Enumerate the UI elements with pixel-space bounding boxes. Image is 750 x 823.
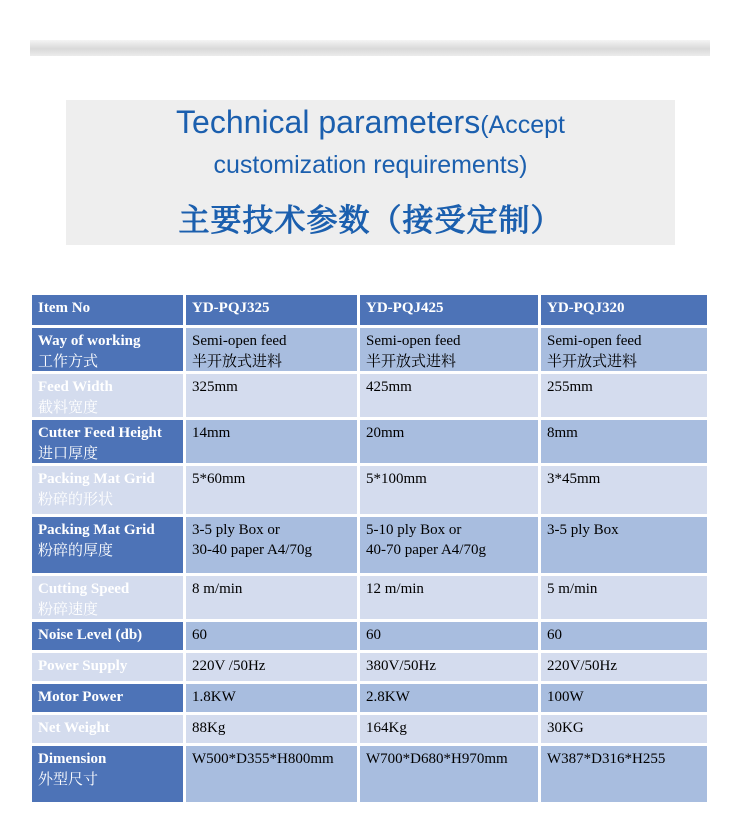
table-row [32, 328, 707, 371]
value-cell [541, 622, 707, 650]
row-label [32, 328, 183, 371]
row-label-en: Net Weight [38, 720, 110, 736]
value-line: W700*D680*H970mm [366, 751, 508, 767]
table-row [32, 576, 707, 619]
value-line: 380V/50Hz [366, 658, 436, 674]
value-line: 220V /50Hz [192, 658, 266, 674]
value-cell [360, 746, 538, 802]
value-line: W500*D355*H800mm [192, 751, 334, 767]
value-line: 3-5 ply Box or [192, 522, 280, 538]
value-cell [541, 576, 707, 619]
header-model-1: YD-PQJ325 [186, 295, 357, 325]
value-line: 30-40 paper A4/70g [192, 542, 312, 558]
table-row [32, 653, 707, 681]
value-cell [360, 576, 538, 619]
value-line: 20mm [366, 425, 405, 441]
value-line: 半开放式进料 [547, 352, 638, 370]
value-line: Semi-open feed [366, 333, 461, 349]
row-label-zh: 粉碎的形状 [38, 490, 114, 508]
table-row [32, 517, 707, 573]
table-row [32, 374, 707, 417]
value-cell [360, 466, 538, 514]
table-row [32, 466, 707, 514]
value-line: 3*45mm [547, 471, 601, 487]
value-line: 5*100mm [366, 471, 427, 487]
row-label-en: Noise Level (db) [38, 627, 143, 643]
row-label-en: Cutter Feed Height [38, 425, 162, 441]
title-banner [66, 100, 675, 245]
row-label-en: Motor Power [38, 689, 124, 705]
value-cell [541, 466, 707, 514]
row-label [32, 715, 183, 743]
row-label [32, 684, 183, 712]
value-cell [541, 715, 707, 743]
value-line: 1.8KW [192, 689, 236, 705]
value-line: W387*D316*H255 [547, 751, 666, 767]
value-cell [186, 576, 357, 619]
value-cell [186, 622, 357, 650]
table-header-row [32, 295, 707, 325]
value-line: Semi-open feed [547, 333, 642, 349]
row-label-zh: 截料宽度 [38, 398, 99, 416]
value-line: 半开放式进料 [192, 352, 283, 370]
value-line: 88Kg [192, 720, 226, 736]
row-label [32, 622, 183, 650]
value-cell [360, 420, 538, 463]
row-label-en: Packing Mat Grid [38, 522, 155, 538]
value-line: 30KG [547, 720, 584, 736]
value-line: 220V/50Hz [547, 658, 617, 674]
title-line-2: customization requirements) [213, 151, 528, 179]
row-label-zh: 外型尺寸 [38, 770, 99, 788]
spec-table [29, 292, 710, 805]
value-line: 半开放式进料 [366, 352, 457, 370]
value-cell [186, 746, 357, 802]
row-label-zh: 进口厚度 [38, 444, 99, 462]
value-line: 2.8KW [366, 689, 410, 705]
value-cell [541, 653, 707, 681]
table-row [32, 746, 707, 802]
top-divider-bar [30, 40, 710, 56]
value-cell [186, 653, 357, 681]
value-cell [541, 684, 707, 712]
title-small: (Accept [480, 111, 565, 139]
value-line: 5-10 ply Box or [366, 522, 462, 538]
value-line: 60 [547, 627, 562, 643]
value-cell [186, 374, 357, 417]
value-cell [186, 420, 357, 463]
row-label-en: Way of working [38, 333, 141, 349]
value-line: 3-5 ply Box [547, 522, 619, 538]
value-line: 60 [192, 627, 207, 643]
value-line: 8mm [547, 425, 578, 441]
value-cell [186, 517, 357, 573]
row-label [32, 517, 183, 573]
value-cell [360, 653, 538, 681]
value-cell [541, 374, 707, 417]
table-row [32, 420, 707, 463]
row-label-en: Dimension [38, 751, 107, 767]
value-cell [186, 328, 357, 371]
title-chinese: 主要技术参数（接受定制） [178, 203, 563, 238]
value-line: 100W [547, 689, 584, 705]
row-label [32, 466, 183, 514]
value-line: 425mm [366, 379, 412, 395]
value-cell [541, 517, 707, 573]
value-line: 5 m/min [547, 581, 598, 597]
value-line: 5*60mm [192, 471, 246, 487]
value-line: 8 m/min [192, 581, 243, 597]
value-line: 325mm [192, 379, 238, 395]
row-label-zh: 粉碎的厚度 [38, 541, 114, 559]
value-line: Semi-open feed [192, 333, 287, 349]
row-label [32, 420, 183, 463]
value-cell [541, 746, 707, 802]
value-line: 14mm [192, 425, 231, 441]
table-row [32, 684, 707, 712]
row-label-en: Cutting Speed [38, 581, 130, 597]
value-line: 40-70 paper A4/70g [366, 542, 486, 558]
row-label-zh: 工作方式 [38, 352, 99, 370]
table-row [32, 622, 707, 650]
row-label-en: Feed Width [38, 379, 113, 395]
header-label: Item No [32, 295, 183, 325]
row-label-zh: 粉碎速度 [38, 600, 99, 618]
row-label [32, 653, 183, 681]
value-cell [360, 517, 538, 573]
value-cell [360, 328, 538, 371]
value-cell [360, 684, 538, 712]
row-label [32, 576, 183, 619]
row-label-en: Packing Mat Grid [38, 471, 155, 487]
row-label [32, 374, 183, 417]
value-line: 255mm [547, 379, 593, 395]
row-label [32, 746, 183, 802]
header-model-2: YD-PQJ425 [360, 295, 538, 325]
value-cell [186, 466, 357, 514]
row-label-en: Power Supply [38, 658, 128, 674]
value-line: 60 [366, 627, 381, 643]
value-cell [186, 715, 357, 743]
title-main: Technical parameters [176, 104, 481, 140]
header-model-3: YD-PQJ320 [541, 295, 707, 325]
value-cell [186, 684, 357, 712]
value-cell [541, 420, 707, 463]
value-cell [360, 374, 538, 417]
value-cell [360, 622, 538, 650]
value-line: 12 m/min [366, 581, 424, 597]
value-cell [541, 328, 707, 371]
value-line: 164Kg [366, 720, 407, 736]
table-row [32, 715, 707, 743]
value-cell [360, 715, 538, 743]
title-line-1 [66, 104, 675, 141]
